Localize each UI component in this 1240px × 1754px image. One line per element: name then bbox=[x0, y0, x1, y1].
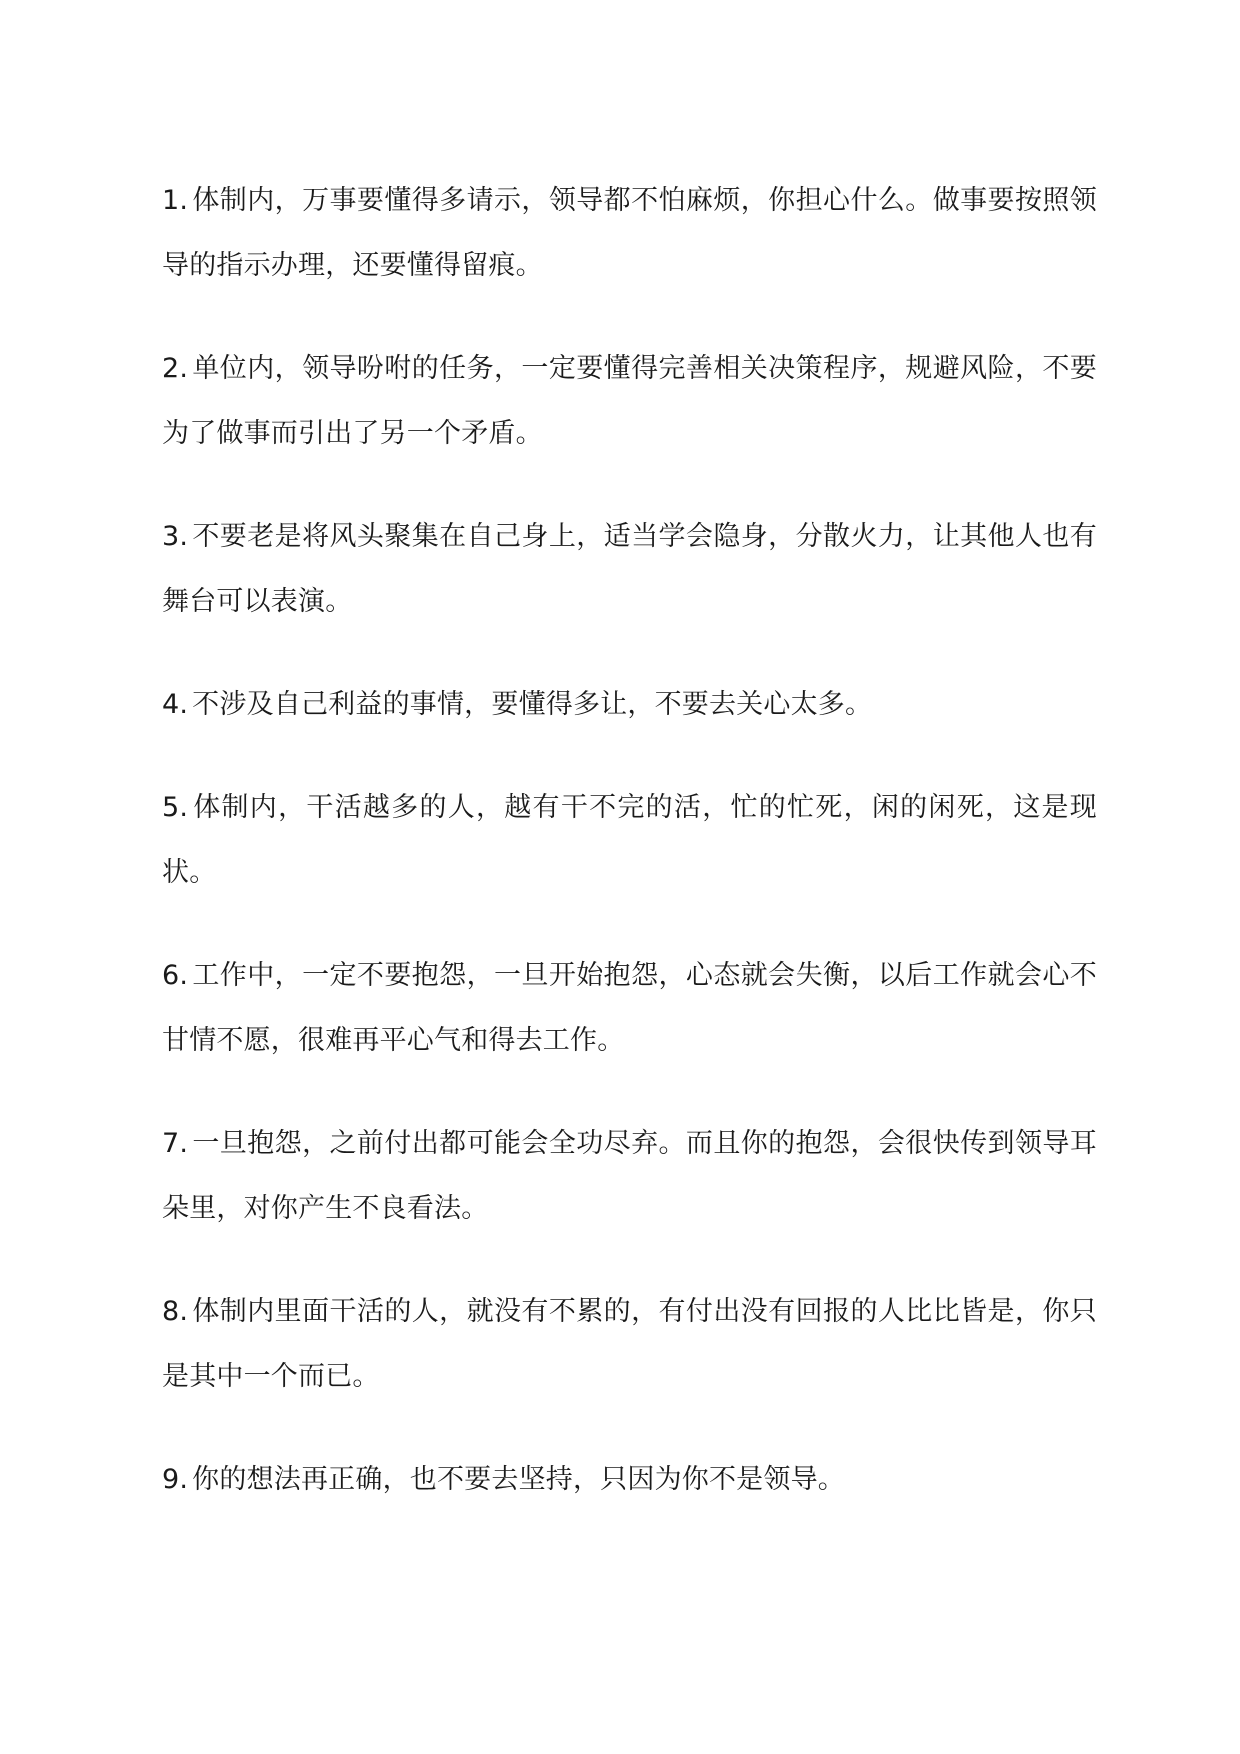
list-item-8 bbox=[162, 1279, 1097, 1409]
item-text: 体制内，干活越多的人，越有干不完的活，忙的忙死，闲的闲死，这是现状。 bbox=[162, 792, 1097, 888]
item-text: 体制内里面干活的人，就没有不累的，有付出没有回报的人比比皆是，你只是其中一个而已。 bbox=[162, 1296, 1097, 1392]
item-number: 3. bbox=[162, 521, 189, 552]
item-text: 一旦抱怨，之前付出都可能会全功尽弃。而且你的抱怨，会很快传到领导耳朵里，对你产生不良看法。 bbox=[162, 1128, 1097, 1224]
list-item-1 bbox=[162, 168, 1097, 298]
list-item-5 bbox=[162, 775, 1097, 905]
list-item-3 bbox=[162, 504, 1097, 634]
item-number: 4. bbox=[162, 689, 189, 720]
list-item-6 bbox=[162, 943, 1097, 1073]
item-number: 2. bbox=[162, 353, 189, 384]
item-text: 你的想法再正确，也不要去坚持，只因为你不是领导。 bbox=[192, 1464, 845, 1495]
item-number: 9. bbox=[162, 1464, 189, 1495]
item-number: 5. bbox=[162, 792, 189, 823]
item-number: 6. bbox=[162, 960, 189, 991]
item-text: 不涉及自己利益的事情，要懂得多让，不要去关心太多。 bbox=[192, 689, 873, 720]
item-text: 不要老是将风头聚集在自己身上，适当学会隐身，分散火力，让其他人也有舞台可以表演。 bbox=[162, 521, 1097, 617]
item-text: 单位内，领导吩咐的任务，一定要懂得完善相关决策程序，规避风险，不要为了做事而引出了另一个矛盾。 bbox=[162, 353, 1097, 449]
item-number: 8. bbox=[162, 1296, 189, 1327]
list-item-7 bbox=[162, 1111, 1097, 1241]
list-item-4 bbox=[162, 672, 1097, 737]
item-number: 1. bbox=[162, 185, 189, 216]
list-item-9 bbox=[162, 1447, 1097, 1512]
list-item-2 bbox=[162, 336, 1097, 466]
item-number: 7. bbox=[162, 1128, 189, 1159]
item-text: 体制内，万事要懂得多请示，领导都不怕麻烦，你担心什么。做事要按照领导的指示办理，还要懂得留痕。 bbox=[162, 185, 1097, 281]
item-text: 工作中，一定不要抱怨，一旦开始抱怨，心态就会失衡，以后工作就会心不甘情不愿，很难再平心气和得去工作。 bbox=[162, 960, 1097, 1056]
document-page bbox=[162, 168, 1097, 1550]
